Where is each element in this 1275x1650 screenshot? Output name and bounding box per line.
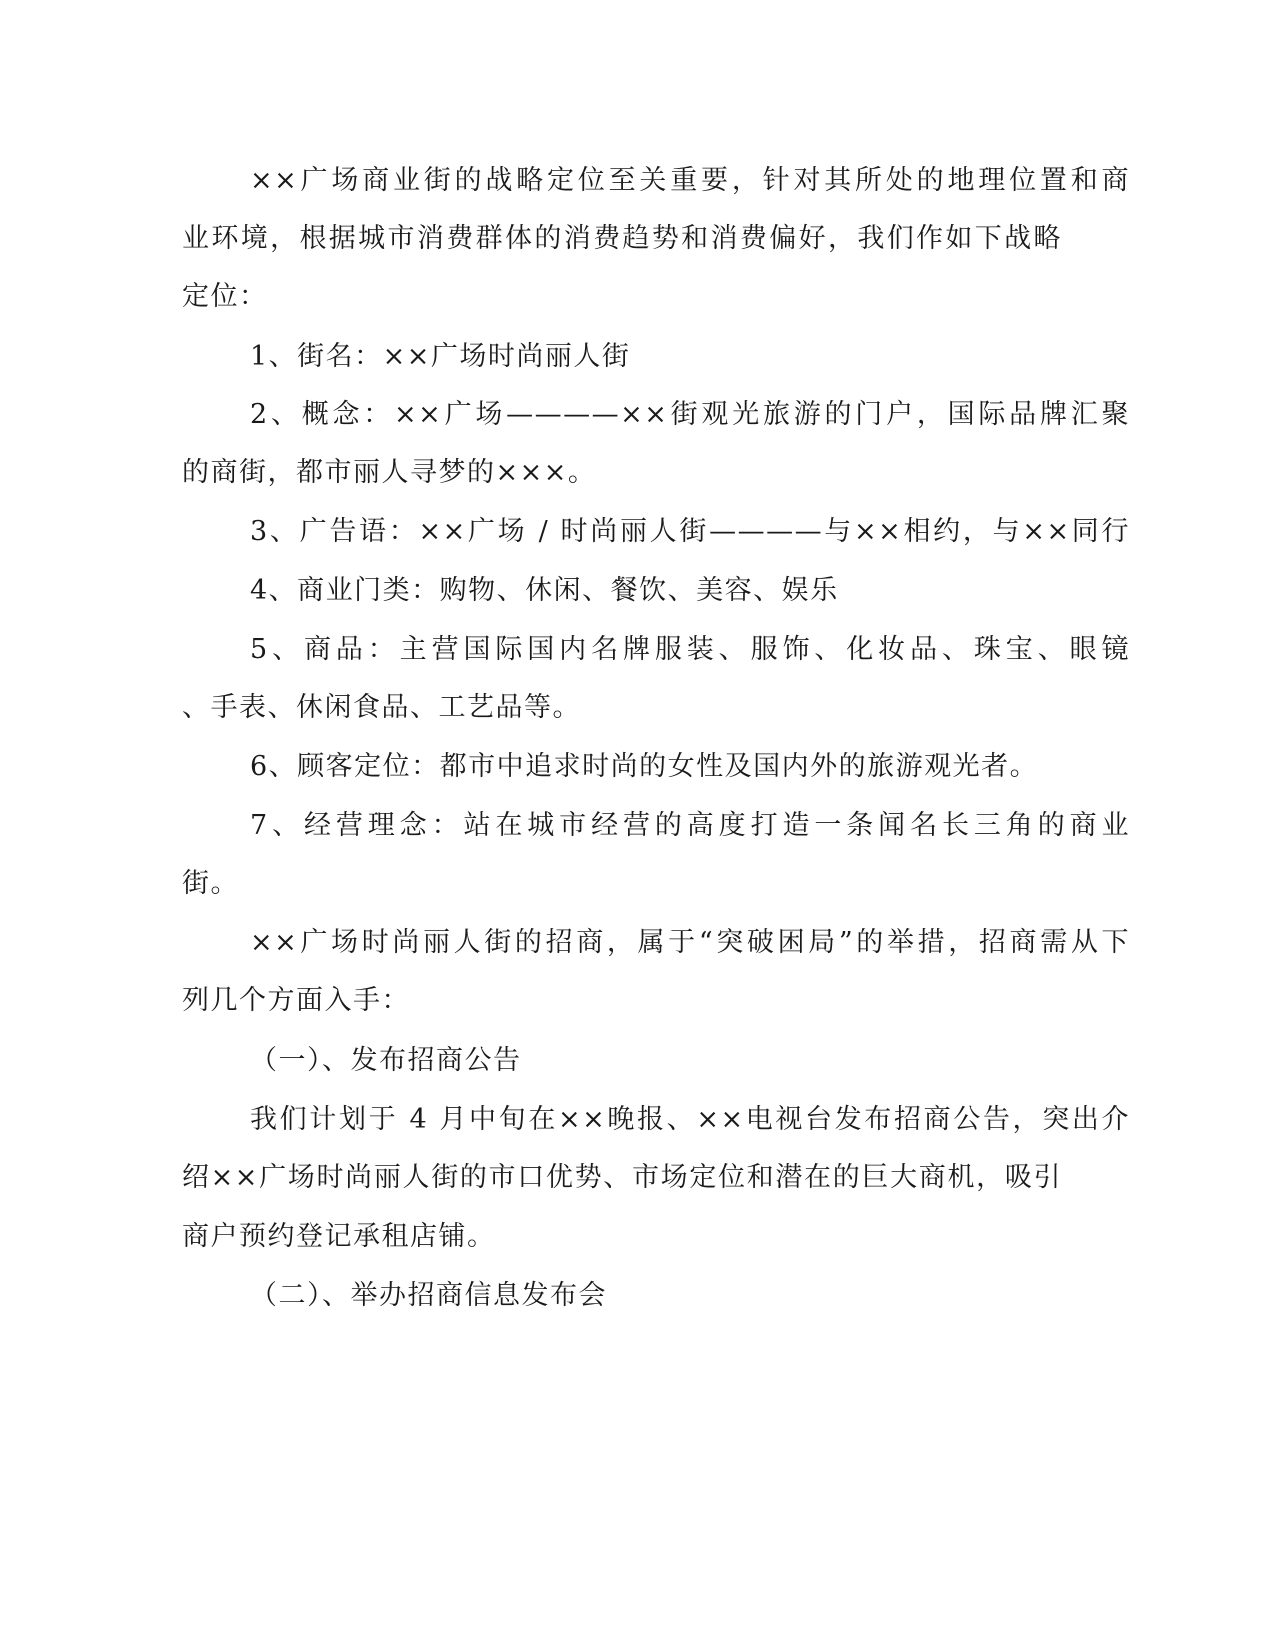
paragraph-line: ××广场时尚丽人街的招商，属于“突破困局”的举措，招商需从下 (250, 927, 1130, 958)
paragraph-line: 定位： (182, 281, 268, 312)
paragraph-line: 业环境，根据城市消费群体的消费趋势和消费偏好，我们作如下战略 (182, 223, 1062, 254)
paragraph-line: 的商街，都市丽人寻梦的×××。 (182, 457, 597, 488)
list-item-customer-positioning: 6、顾客定位：都市中追求时尚的女性及国内外的旅游观光者。 (250, 751, 1039, 782)
paragraph-line: 街。 (182, 868, 239, 899)
section-heading-2: （二）、举办招商信息发布会 (250, 1280, 607, 1311)
paragraph-line: 绍××广场时尚丽人街的市口优势、市场定位和潜在的巨大商机，吸引 (182, 1162, 1062, 1193)
list-item-business-philosophy: 7、经营理念：站在城市经营的高度打造一条闻名长三角的商业 (250, 810, 1130, 841)
paragraph-line: 列几个方面入手： (182, 985, 410, 1016)
list-item-street-name: 1、街名：××广场时尚丽人街 (250, 341, 631, 372)
list-item-slogan: 3、广告语：××广场 / 时尚丽人街————与××相约，与××同行 (250, 516, 1130, 547)
paragraph-line: 、手表、休闲食品、工艺品等。 (182, 692, 581, 723)
list-item-concept: 2、概念：××广场————××街观光旅游的门户，国际品牌汇聚 (250, 399, 1130, 430)
list-item-goods: 5、商品：主营国际国内名牌服装、服饰、化妆品、珠宝、眼镜 (250, 634, 1130, 665)
list-item-business-categories: 4、商业门类：购物、休闲、餐饮、美容、娱乐 (250, 575, 839, 606)
paragraph-line: 我们计划于 4 月中旬在××晚报、××电视台发布招商公告，突出介 (250, 1104, 1130, 1135)
section-heading-1: （一）、发布招商公告 (250, 1045, 522, 1076)
paragraph-line: 商户预约登记承租店铺。 (182, 1221, 496, 1252)
paragraph-line: ××广场商业街的战略定位至关重要，针对其所处的地理位置和商 (250, 165, 1130, 196)
